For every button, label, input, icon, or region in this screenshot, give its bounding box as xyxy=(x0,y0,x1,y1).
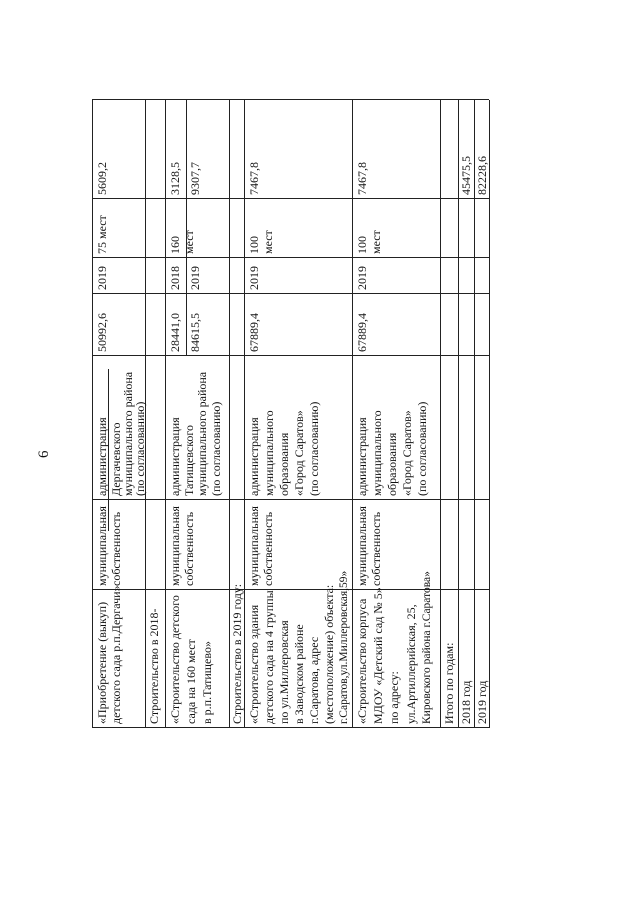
r2-own-2: собственность xyxy=(182,511,196,586)
table-top-line xyxy=(92,100,93,728)
r4-cust-2: муниципального xyxy=(370,410,384,496)
r2-v1-a: 3128,5 xyxy=(168,162,182,195)
r3-cap-2: мест xyxy=(261,230,275,254)
r4-name-5: Кировского района г.Саратова» xyxy=(421,571,433,724)
r1-cust-3: муниципального района xyxy=(121,371,135,496)
r2-v1-b: 9307,7 xyxy=(188,162,202,195)
r4-cust-4: «Город Саратов» xyxy=(400,410,414,496)
r1-cust-4: (по согласованию) xyxy=(133,401,147,496)
r1-cust-1: администрация xyxy=(95,417,109,496)
row-line xyxy=(440,100,441,728)
r4-name-1: «Строительство корпуса xyxy=(355,598,369,724)
r4-own-1: муниципальная xyxy=(355,506,369,586)
totals-v1-2019: 82228,6 xyxy=(475,156,489,195)
r3-name-2: детского сада на 4 группы xyxy=(262,590,276,724)
r3-cust-3: образования xyxy=(277,432,291,496)
col-line xyxy=(92,293,489,294)
r3-cust-4: «Город Саратов» xyxy=(292,410,306,496)
r4-cust-3: образования xyxy=(385,432,399,496)
r3-name-1: «Строительство здания xyxy=(247,604,261,724)
r2-name-3: в р.п.Татищево» xyxy=(200,641,214,724)
page-number: 6 xyxy=(36,450,52,458)
r2-year-a: 2018 xyxy=(168,266,182,290)
r4-cust-5: (по согласованию) xyxy=(415,401,429,496)
r3-name-4: в Заводском районе xyxy=(292,624,306,724)
r2-cost-a: 28441,0 xyxy=(168,313,182,352)
r2-own-1: муниципальная xyxy=(168,506,182,586)
row-line xyxy=(165,100,166,728)
r3-v1: 7467,8 xyxy=(247,162,261,195)
col-line xyxy=(92,355,489,356)
col-line xyxy=(92,99,489,100)
r3-name-7: г.Саратов,ул.Миллеровская,59» xyxy=(338,570,350,724)
r2-name-2: сада на 160 мест xyxy=(184,639,198,724)
r3-name-6: (местоположение) объекта: xyxy=(322,584,336,724)
r3-cust-5: (по согласованию) xyxy=(307,401,321,496)
r4-cust-1: администрация xyxy=(355,417,369,496)
totals-2018: 2018 год xyxy=(459,680,473,724)
r2-cap-1: 160 xyxy=(168,236,182,254)
r3-own-1: муниципальная xyxy=(247,506,261,586)
r4-name-4: ул.Артиллерийская, 25, xyxy=(404,604,418,724)
r1-name-2: детского сада р.п.Дергачи» xyxy=(109,585,123,724)
r2-year-b: 2019 xyxy=(188,266,202,290)
r3-name-5: г.Саратова, адрес xyxy=(307,636,321,724)
r3-year: 2019 xyxy=(247,266,261,290)
r3-cust-1: администрация xyxy=(247,417,261,496)
r2-cost-b: 84615,5 xyxy=(188,313,202,352)
r2h-1: Строительство в 2018- xyxy=(147,608,161,724)
r3-name-3: по ул.Миллеровская xyxy=(277,620,291,724)
r2-name-1: «Строительство детского xyxy=(168,595,182,724)
r2-cap-2: мест xyxy=(182,230,196,254)
totals-label: Итого по годам: xyxy=(442,642,456,724)
r3-cap-1: 100 xyxy=(247,236,261,254)
r1-own-1: муниципальная xyxy=(95,506,109,586)
r3-cust-2: муниципального xyxy=(262,410,276,496)
r3-cost: 67889,4 xyxy=(247,313,261,352)
r4-cap-1: 100 xyxy=(355,236,369,254)
r2-cust-1: администрация xyxy=(168,417,182,496)
table-bottom-line xyxy=(489,100,490,728)
r1-cust-2: Дергачевского xyxy=(109,422,123,496)
r1-v1: 5609,2 xyxy=(95,162,109,195)
totals-v1-2018: 45475,5 xyxy=(459,156,473,195)
r4-v1: 7467,8 xyxy=(355,162,369,195)
r1-name-1: «Приобретение (выкуп) xyxy=(95,601,109,724)
r4-own-2: собственность xyxy=(369,511,383,586)
r2-cust-4: (по согласованию) xyxy=(209,401,223,496)
r4-cap-2: мест xyxy=(369,230,383,254)
r1-capacity: 75 мест xyxy=(95,215,109,254)
r4-name-2: МДОУ «Детский сад № 5» xyxy=(371,587,385,724)
col-line xyxy=(92,257,489,258)
r4-name-3: по адресу: xyxy=(387,671,401,724)
r1-year: 2019 xyxy=(95,266,109,290)
col-line xyxy=(92,198,489,199)
col-line xyxy=(92,499,489,500)
r2-cust-3: муниципального района xyxy=(195,371,209,496)
r3-own-2: собственность xyxy=(261,511,275,586)
totals-2019: 2019 год xyxy=(475,680,489,724)
col-line xyxy=(92,727,489,728)
r1-cost: 50992,6 xyxy=(95,313,109,352)
r4-cost: 67889,4 xyxy=(355,313,369,352)
r1-own-2: собственность xyxy=(109,511,123,586)
r4-year: 2019 xyxy=(355,266,369,290)
r3h-1: Строительство в 2019 году: xyxy=(230,583,244,724)
row-line xyxy=(244,100,245,728)
r2-cust-2: Татищевского xyxy=(182,424,196,496)
split-line xyxy=(186,100,187,356)
row-line xyxy=(352,100,353,728)
